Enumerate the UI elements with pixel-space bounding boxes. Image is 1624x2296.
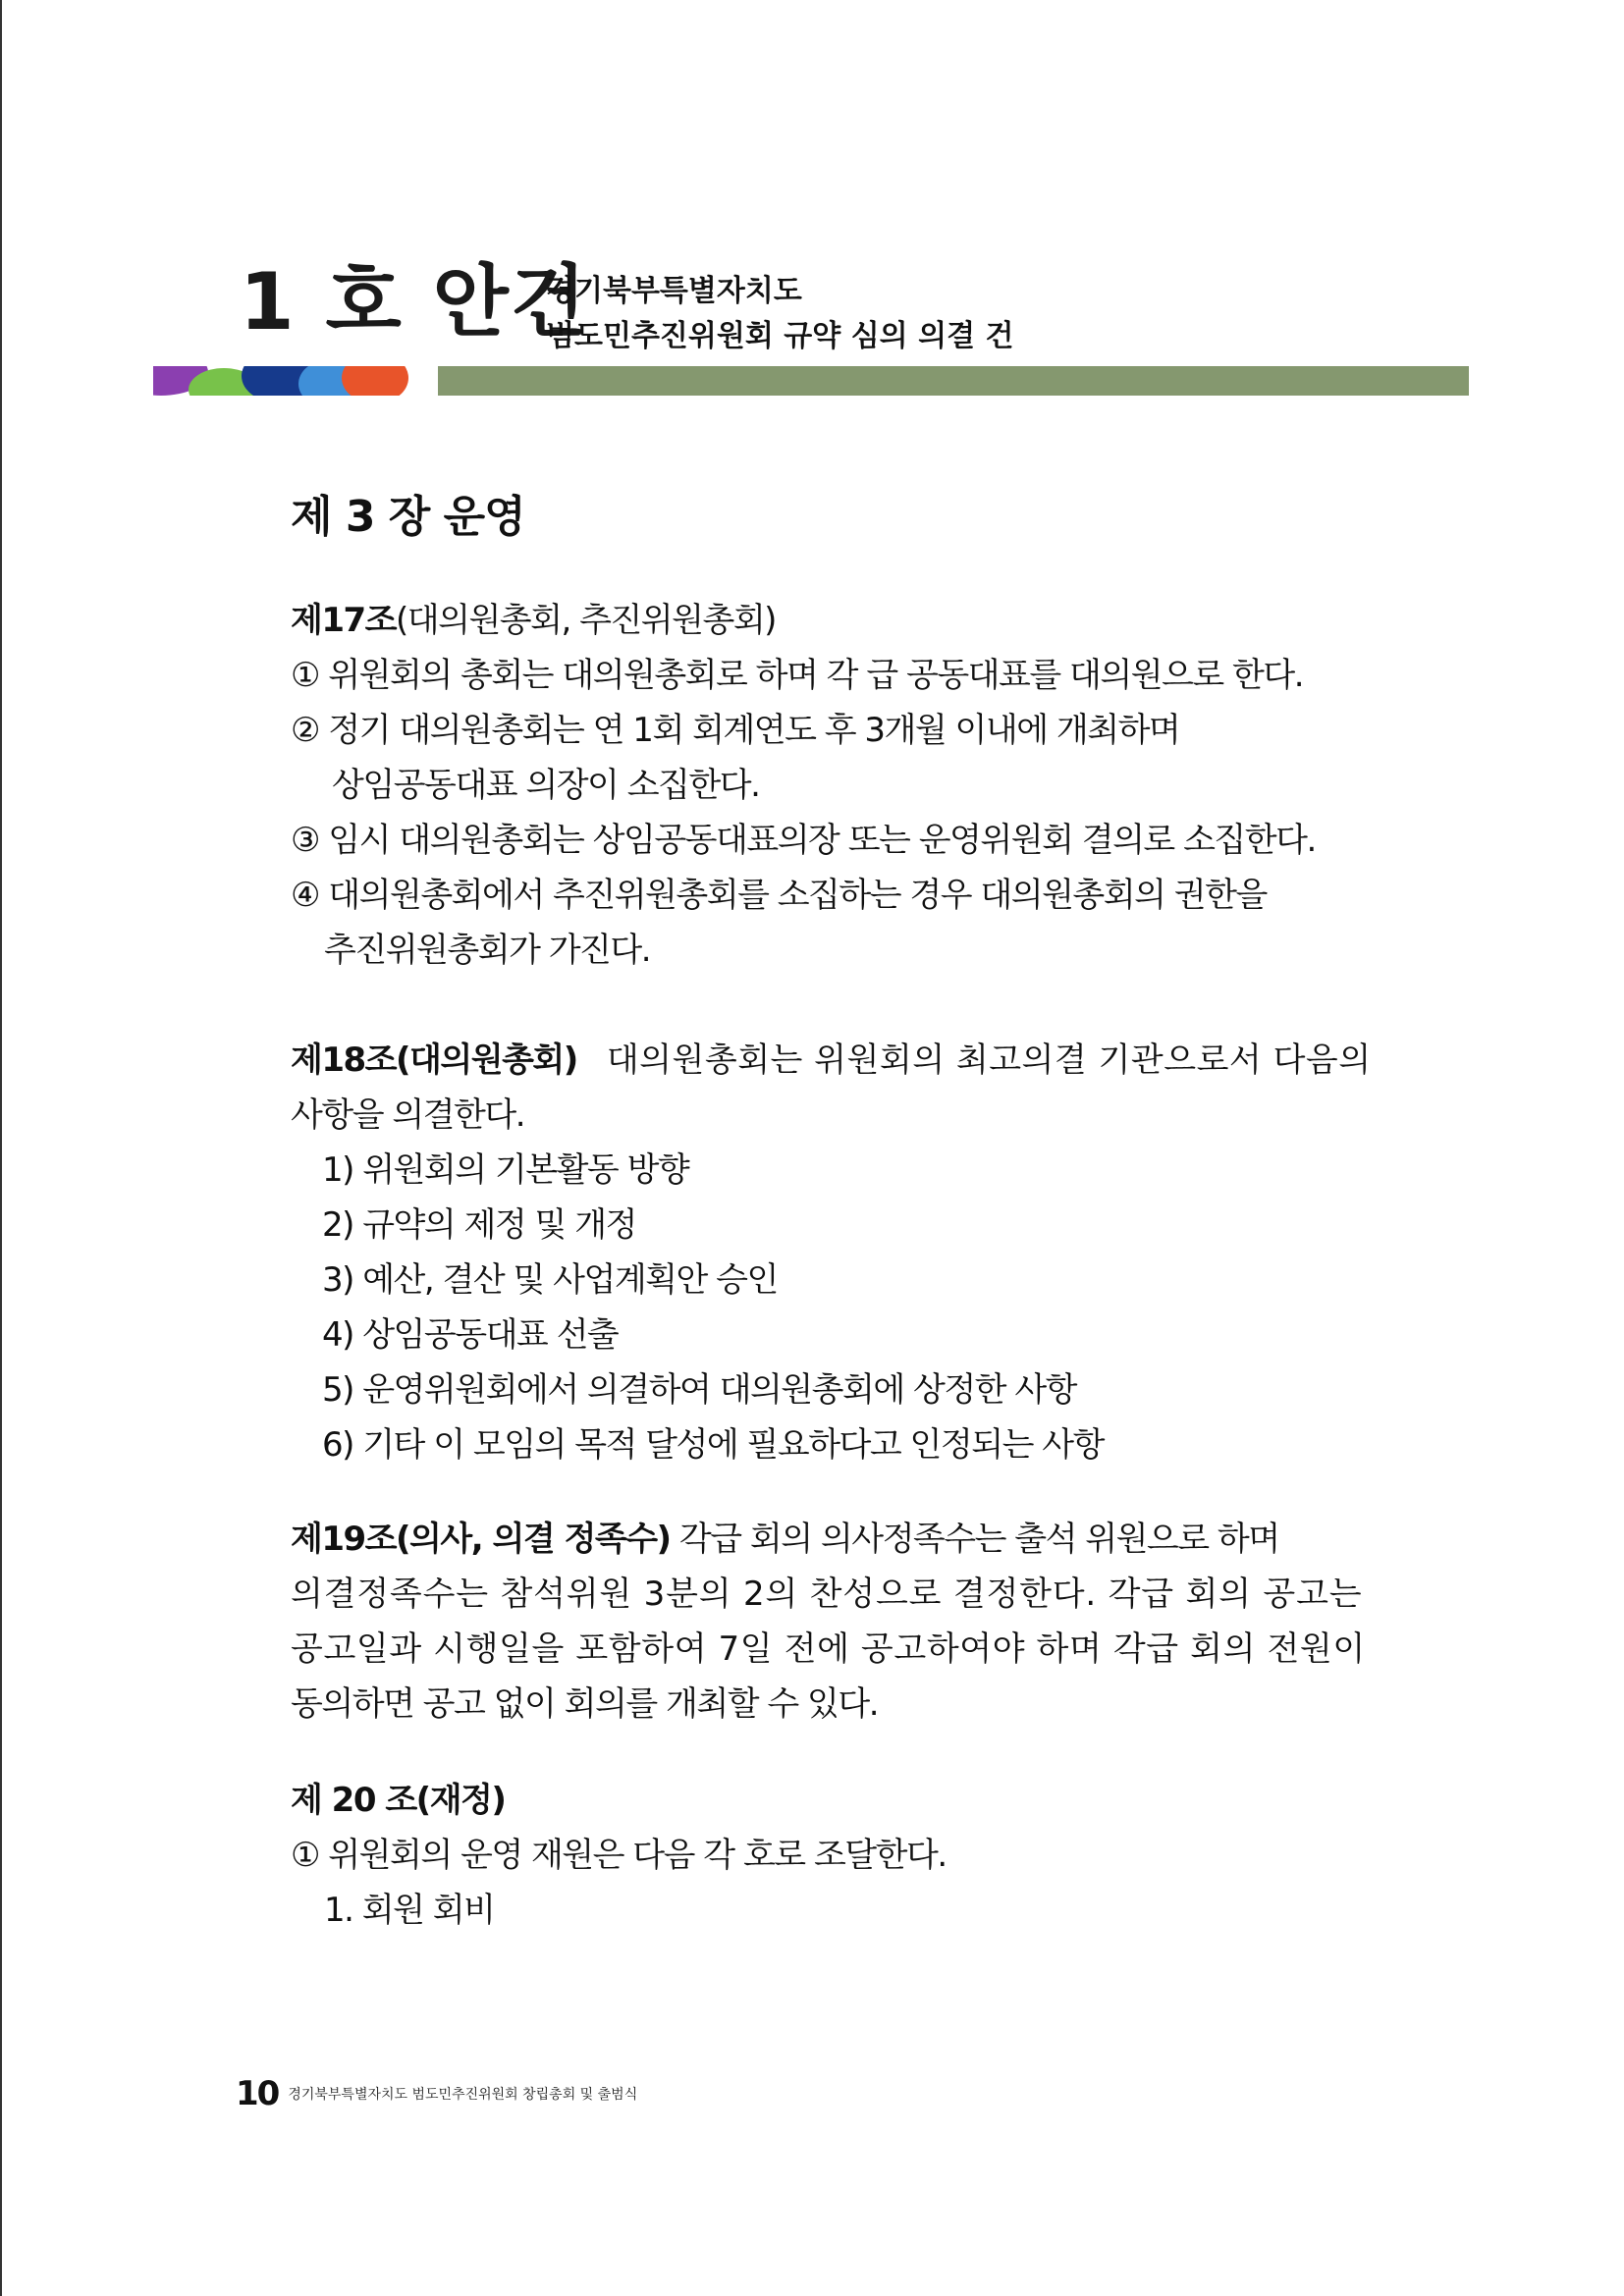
art-blob-orange xyxy=(342,366,408,396)
article17-item-2: ② 정기 대의원총회는 연 1회 회계연도 후 3개월 이내에 개최하며 xyxy=(291,711,1180,750)
article17-item-3: ③ 임시 대의원총회는 상임공동대표의장 또는 운영위원회 결의로 소집한다. xyxy=(291,821,1316,860)
article17-heading-bold: 제17조 xyxy=(291,601,397,640)
article17-item-4: ④ 대의원총회에서 추진위원총회를 소집하는 경우 대의원총회의 권한을 xyxy=(291,876,1267,915)
article18-item-5: 5) 운영위원회에서 의결하여 대의원총회에 상정한 사항 xyxy=(322,1370,1077,1410)
article19-line4: 동의하면 공고 없이 회의를 개최할 수 있다. xyxy=(291,1684,878,1724)
header-decorative-bar xyxy=(153,366,1469,396)
agenda-subtitle-line1: 경기북부특별자치도 xyxy=(546,274,802,308)
agenda-number: 1 호 안건 xyxy=(240,256,589,347)
article18-intro-line1: 대의원총회는 위원회의 최고의결 기관으로서 다음의 xyxy=(606,1041,1372,1080)
article18-heading-bold: 제18조(대의원총회) xyxy=(291,1041,577,1080)
article17-item-1: ① 위원회의 총회는 대의원총회로 하며 각 급 공동대표를 대의원으로 한다. xyxy=(291,656,1304,695)
article17-heading-rest: (대의원총회, 추진위원총회) xyxy=(396,601,776,640)
article18-item-3: 3) 예산, 결산 및 사업계획안 승인 xyxy=(322,1260,778,1300)
article18-item-4: 4) 상임공동대표 선출 xyxy=(322,1315,619,1355)
footer-text: 경기북부특별자치도 범도민추진위원회 창립총회 및 출범식 xyxy=(288,2087,638,2103)
article17-heading xyxy=(291,593,776,648)
page-footer xyxy=(236,2074,637,2113)
article19-line3: 공고일과 시행일을 포함하여 7일 전에 공고하여야 하며 각급 회의 전원이 xyxy=(291,1629,1366,1669)
article17-item-4-cont: 추진위원총회가 가진다. xyxy=(324,931,651,970)
article18-item-6: 6) 기타 이 모임의 목적 달성에 필요하다고 인정되는 사항 xyxy=(322,1425,1104,1465)
article20-sub-1: 1. 회원 회비 xyxy=(324,1891,495,1930)
article18-item-1: 1) 위원회의 기본활동 방향 xyxy=(322,1150,689,1190)
article19-heading-bold: 제19조(의사, 의결 정족수) xyxy=(291,1520,671,1559)
article18-intro xyxy=(291,1033,1372,1088)
agenda-subtitle xyxy=(546,269,1013,359)
page-number: 10 xyxy=(236,2074,279,2113)
article18-intro-line2: 사항을 의결한다. xyxy=(291,1095,525,1135)
article19-line2: 의결정족수는 참석위원 3분의 2의 찬성으로 결정한다. 각급 회의 공고는 xyxy=(291,1575,1363,1614)
article17-item-2-cont: 상임공동대표 의장이 소집한다. xyxy=(332,766,760,805)
agenda-subtitle-line2: 범도민추진위원회 규약 심의 의결 건 xyxy=(546,319,1014,353)
page-edge-line xyxy=(0,0,2,2296)
article20-heading: 제 20 조(재정) xyxy=(291,1781,506,1820)
chapter-title: 제 3 장 운영 xyxy=(291,492,525,542)
article19-line1 xyxy=(291,1512,1279,1567)
article20-item-1: ① 위원회의 운영 재원은 다음 각 호로 조달한다. xyxy=(291,1836,947,1875)
article19-line1-rest: 각급 회의 의사정족수는 출석 위원으로 하며 xyxy=(678,1520,1279,1559)
article18-item-2: 2) 규약의 제정 및 개정 xyxy=(322,1205,636,1245)
